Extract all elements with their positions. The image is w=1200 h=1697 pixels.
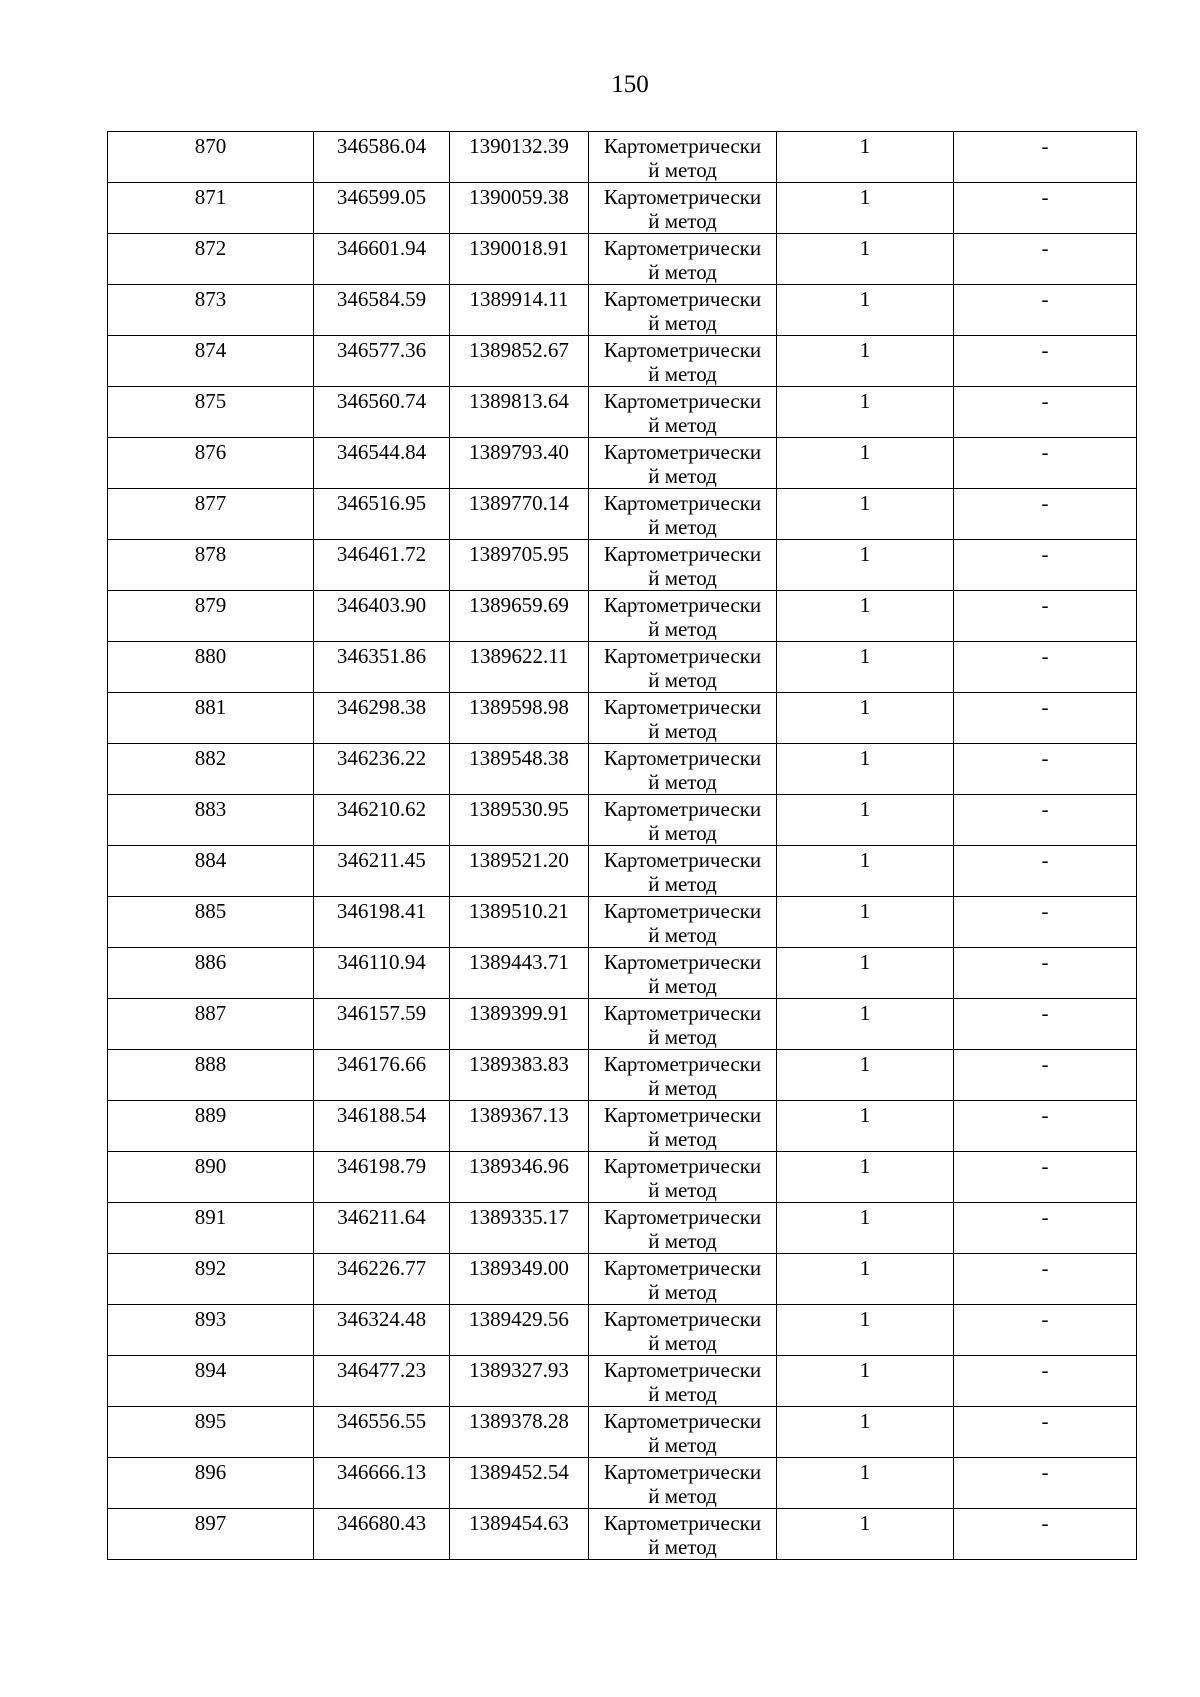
method-cell (589, 1509, 777, 1560)
accuracy-cell: 1 (777, 234, 954, 285)
y-coordinate-cell: 1389659.69 (450, 591, 589, 642)
table-row (108, 744, 1137, 795)
accuracy-cell: 1 (777, 1458, 954, 1509)
x-coordinate-cell: 346584.59 (314, 285, 450, 336)
accuracy-cell: 1 (777, 285, 954, 336)
x-coordinate-cell: 346544.84 (314, 438, 450, 489)
x-coordinate-cell: 346236.22 (314, 744, 450, 795)
note-cell: - (954, 999, 1137, 1050)
method-text-line: й метод (648, 158, 717, 182)
y-coordinate-cell: 1389454.63 (450, 1509, 589, 1560)
method-text-line: й метод (648, 1535, 717, 1559)
y-coordinate-cell: 1390059.38 (450, 183, 589, 234)
table-row (108, 387, 1137, 438)
table-row (108, 1407, 1137, 1458)
method-cell (589, 1050, 777, 1101)
accuracy-cell: 1 (777, 1305, 954, 1356)
point-number-cell: 888 (108, 1050, 314, 1101)
x-coordinate-cell: 346666.13 (314, 1458, 450, 1509)
x-coordinate-cell: 346157.59 (314, 999, 450, 1050)
x-coordinate-cell: 346560.74 (314, 387, 450, 438)
x-coordinate-cell: 346226.77 (314, 1254, 450, 1305)
note-cell: - (954, 132, 1137, 183)
y-coordinate-cell: 1389335.17 (450, 1203, 589, 1254)
point-number-cell: 881 (108, 693, 314, 744)
method-text-line: Картометрически (603, 848, 762, 872)
note-cell: - (954, 285, 1137, 336)
note-cell: - (954, 795, 1137, 846)
method-text-line: Картометрически (603, 1001, 762, 1025)
coordinates-table (107, 131, 1137, 1560)
point-number-cell: 882 (108, 744, 314, 795)
y-coordinate-cell: 1389349.00 (450, 1254, 589, 1305)
x-coordinate-cell: 346516.95 (314, 489, 450, 540)
point-number-cell: 873 (108, 285, 314, 336)
note-cell: - (954, 1152, 1137, 1203)
y-coordinate-cell: 1389770.14 (450, 489, 589, 540)
accuracy-cell: 1 (777, 693, 954, 744)
x-coordinate-cell: 346680.43 (314, 1509, 450, 1560)
point-number-cell: 875 (108, 387, 314, 438)
y-coordinate-cell: 1389378.28 (450, 1407, 589, 1458)
point-number-cell: 894 (108, 1356, 314, 1407)
method-text-line: Картометрически (603, 1052, 762, 1076)
table-row (108, 897, 1137, 948)
method-text-line: Картометрически (603, 797, 762, 821)
y-coordinate-cell: 1389793.40 (450, 438, 589, 489)
method-text-line: й метод (648, 464, 717, 488)
table-row (108, 1509, 1137, 1560)
table-row (108, 234, 1137, 285)
method-text-line: Картометрически (603, 1511, 762, 1535)
method-text-line: й метод (648, 413, 717, 437)
method-text-line: й метод (648, 260, 717, 284)
accuracy-cell: 1 (777, 744, 954, 795)
accuracy-cell: 1 (777, 999, 954, 1050)
method-cell (589, 1305, 777, 1356)
point-number-cell: 895 (108, 1407, 314, 1458)
method-text-line: й метод (648, 719, 717, 743)
method-cell (589, 285, 777, 336)
note-cell: - (954, 1101, 1137, 1152)
note-cell: - (954, 1254, 1137, 1305)
note-cell: - (954, 1203, 1137, 1254)
point-number-cell: 879 (108, 591, 314, 642)
point-number-cell: 874 (108, 336, 314, 387)
table-row (108, 1305, 1137, 1356)
y-coordinate-cell: 1389510.21 (450, 897, 589, 948)
y-coordinate-cell: 1389705.95 (450, 540, 589, 591)
accuracy-cell: 1 (777, 1101, 954, 1152)
note-cell: - (954, 591, 1137, 642)
table-row (108, 132, 1137, 183)
x-coordinate-cell: 346176.66 (314, 1050, 450, 1101)
table-row (108, 540, 1137, 591)
note-cell: - (954, 1050, 1137, 1101)
point-number-cell: 880 (108, 642, 314, 693)
method-text-line: Картометрически (603, 236, 762, 260)
note-cell: - (954, 1458, 1137, 1509)
point-number-cell: 892 (108, 1254, 314, 1305)
method-text-line: й метод (648, 515, 717, 539)
method-cell (589, 489, 777, 540)
y-coordinate-cell: 1390018.91 (450, 234, 589, 285)
note-cell: - (954, 336, 1137, 387)
method-text-line: й метод (648, 566, 717, 590)
accuracy-cell: 1 (777, 1407, 954, 1458)
point-number-cell: 884 (108, 846, 314, 897)
method-cell (589, 1407, 777, 1458)
note-cell: - (954, 540, 1137, 591)
x-coordinate-cell: 346298.38 (314, 693, 450, 744)
x-coordinate-cell: 346211.64 (314, 1203, 450, 1254)
method-text-line: й метод (648, 617, 717, 641)
x-coordinate-cell: 346110.94 (314, 948, 450, 999)
accuracy-cell: 1 (777, 438, 954, 489)
accuracy-cell: 1 (777, 489, 954, 540)
method-cell (589, 1356, 777, 1407)
method-cell (589, 1254, 777, 1305)
method-cell (589, 999, 777, 1050)
y-coordinate-cell: 1389443.71 (450, 948, 589, 999)
method-text-line: Картометрически (603, 1256, 762, 1280)
method-text-line: й метод (648, 872, 717, 896)
y-coordinate-cell: 1389367.13 (450, 1101, 589, 1152)
method-text-line: й метод (648, 821, 717, 845)
method-text-line: Картометрически (603, 1460, 762, 1484)
method-text-line: Картометрически (603, 899, 762, 923)
y-coordinate-cell: 1389852.67 (450, 336, 589, 387)
accuracy-cell: 1 (777, 336, 954, 387)
note-cell: - (954, 1407, 1137, 1458)
method-text-line: й метод (648, 1178, 717, 1202)
x-coordinate-cell: 346211.45 (314, 846, 450, 897)
accuracy-cell: 1 (777, 846, 954, 897)
method-text-line: й метод (648, 1331, 717, 1355)
method-text-line: й метод (648, 362, 717, 386)
accuracy-cell: 1 (777, 1203, 954, 1254)
x-coordinate-cell: 346601.94 (314, 234, 450, 285)
y-coordinate-cell: 1389327.93 (450, 1356, 589, 1407)
accuracy-cell: 1 (777, 183, 954, 234)
y-coordinate-cell: 1389399.91 (450, 999, 589, 1050)
x-coordinate-cell: 346198.41 (314, 897, 450, 948)
point-number-cell: 876 (108, 438, 314, 489)
table-row (108, 1254, 1137, 1305)
point-number-cell: 870 (108, 132, 314, 183)
point-number-cell: 886 (108, 948, 314, 999)
note-cell: - (954, 897, 1137, 948)
table-row (108, 999, 1137, 1050)
x-coordinate-cell: 346586.04 (314, 132, 450, 183)
point-number-cell: 897 (108, 1509, 314, 1560)
table-row (108, 1152, 1137, 1203)
method-text-line: й метод (648, 209, 717, 233)
method-text-line: Картометрически (603, 695, 762, 719)
method-text-line: Картометрически (603, 1103, 762, 1127)
table-row (108, 948, 1137, 999)
table-row (108, 795, 1137, 846)
accuracy-cell: 1 (777, 897, 954, 948)
y-coordinate-cell: 1389383.83 (450, 1050, 589, 1101)
method-cell (589, 1101, 777, 1152)
point-number-cell: 885 (108, 897, 314, 948)
note-cell: - (954, 642, 1137, 693)
method-cell (589, 693, 777, 744)
method-text-line: Картометрически (603, 287, 762, 311)
y-coordinate-cell: 1390132.39 (450, 132, 589, 183)
method-cell (589, 540, 777, 591)
note-cell: - (954, 1305, 1137, 1356)
note-cell: - (954, 438, 1137, 489)
method-text-line: й метод (648, 1229, 717, 1253)
accuracy-cell: 1 (777, 591, 954, 642)
table-row (108, 591, 1137, 642)
method-cell (589, 1458, 777, 1509)
method-text-line: Картометрически (603, 1409, 762, 1433)
method-text-line: Картометрически (603, 644, 762, 668)
table-row (108, 1356, 1137, 1407)
method-text-line: Картометрически (603, 134, 762, 158)
accuracy-cell: 1 (777, 1509, 954, 1560)
point-number-cell: 890 (108, 1152, 314, 1203)
point-number-cell: 871 (108, 183, 314, 234)
table-row (108, 285, 1137, 336)
x-coordinate-cell: 346198.79 (314, 1152, 450, 1203)
method-text-line: Картометрически (603, 593, 762, 617)
method-text-line: Картометрически (603, 185, 762, 209)
note-cell: - (954, 234, 1137, 285)
method-cell (589, 642, 777, 693)
method-text-line: Картометрически (603, 440, 762, 464)
method-cell (589, 183, 777, 234)
accuracy-cell: 1 (777, 540, 954, 591)
method-text-line: Картометрически (603, 1154, 762, 1178)
method-text-line: Картометрически (603, 950, 762, 974)
y-coordinate-cell: 1389598.98 (450, 693, 589, 744)
point-number-cell: 872 (108, 234, 314, 285)
accuracy-cell: 1 (777, 948, 954, 999)
method-cell (589, 387, 777, 438)
method-text-line: Картометрически (603, 1307, 762, 1331)
method-text-line: Картометрически (603, 1205, 762, 1229)
note-cell: - (954, 744, 1137, 795)
point-number-cell: 891 (108, 1203, 314, 1254)
method-cell (589, 591, 777, 642)
table-row (108, 642, 1137, 693)
method-text-line: Картометрически (603, 491, 762, 515)
point-number-cell: 883 (108, 795, 314, 846)
x-coordinate-cell: 346577.36 (314, 336, 450, 387)
method-text-line: й метод (648, 923, 717, 947)
point-number-cell: 889 (108, 1101, 314, 1152)
accuracy-cell: 1 (777, 132, 954, 183)
x-coordinate-cell: 346556.55 (314, 1407, 450, 1458)
y-coordinate-cell: 1389548.38 (450, 744, 589, 795)
method-text-line: Картометрически (603, 338, 762, 362)
method-text-line: й метод (648, 1076, 717, 1100)
y-coordinate-cell: 1389813.64 (450, 387, 589, 438)
y-coordinate-cell: 1389530.95 (450, 795, 589, 846)
method-cell (589, 234, 777, 285)
table-row (108, 693, 1137, 744)
note-cell: - (954, 1509, 1137, 1560)
table-row (108, 438, 1137, 489)
page-number: 150 (611, 71, 649, 98)
y-coordinate-cell: 1389452.54 (450, 1458, 589, 1509)
y-coordinate-cell: 1389429.56 (450, 1305, 589, 1356)
x-coordinate-cell: 346461.72 (314, 540, 450, 591)
x-coordinate-cell: 346351.86 (314, 642, 450, 693)
table-row (108, 489, 1137, 540)
method-text-line: й метод (648, 311, 717, 335)
method-cell (589, 744, 777, 795)
accuracy-cell: 1 (777, 642, 954, 693)
table-row (108, 1458, 1137, 1509)
method-text-line: й метод (648, 974, 717, 998)
table-row (108, 336, 1137, 387)
method-text-line: й метод (648, 1382, 717, 1406)
point-number-cell: 896 (108, 1458, 314, 1509)
accuracy-cell: 1 (777, 1254, 954, 1305)
method-cell (589, 1152, 777, 1203)
y-coordinate-cell: 1389346.96 (450, 1152, 589, 1203)
method-cell (589, 1203, 777, 1254)
table-row (108, 183, 1137, 234)
method-cell (589, 132, 777, 183)
method-text-line: й метод (648, 1280, 717, 1304)
note-cell: - (954, 948, 1137, 999)
note-cell: - (954, 846, 1137, 897)
method-cell (589, 795, 777, 846)
accuracy-cell: 1 (777, 795, 954, 846)
method-text-line: Картометрически (603, 746, 762, 770)
method-text-line: Картометрически (603, 389, 762, 413)
y-coordinate-cell: 1389914.11 (450, 285, 589, 336)
table-row (108, 1101, 1137, 1152)
y-coordinate-cell: 1389521.20 (450, 846, 589, 897)
method-text-line: й метод (648, 1433, 717, 1457)
accuracy-cell: 1 (777, 1152, 954, 1203)
note-cell: - (954, 693, 1137, 744)
accuracy-cell: 1 (777, 1356, 954, 1407)
accuracy-cell: 1 (777, 1050, 954, 1101)
method-text-line: й метод (648, 1127, 717, 1151)
method-cell (589, 948, 777, 999)
note-cell: - (954, 1356, 1137, 1407)
table-body (108, 132, 1137, 1560)
note-cell: - (954, 387, 1137, 438)
method-text-line: Картометрически (603, 542, 762, 566)
table-row (108, 846, 1137, 897)
method-text-line: Картометрически (603, 1358, 762, 1382)
method-cell (589, 438, 777, 489)
note-cell: - (954, 489, 1137, 540)
y-coordinate-cell: 1389622.11 (450, 642, 589, 693)
x-coordinate-cell: 346477.23 (314, 1356, 450, 1407)
table-row (108, 1050, 1137, 1101)
x-coordinate-cell: 346210.62 (314, 795, 450, 846)
method-text-line: й метод (648, 770, 717, 794)
method-cell (589, 336, 777, 387)
method-cell (589, 897, 777, 948)
method-text-line: й метод (648, 1484, 717, 1508)
x-coordinate-cell: 346403.90 (314, 591, 450, 642)
x-coordinate-cell: 346324.48 (314, 1305, 450, 1356)
table-row (108, 1203, 1137, 1254)
x-coordinate-cell: 346599.05 (314, 183, 450, 234)
x-coordinate-cell: 346188.54 (314, 1101, 450, 1152)
accuracy-cell: 1 (777, 387, 954, 438)
point-number-cell: 887 (108, 999, 314, 1050)
point-number-cell: 877 (108, 489, 314, 540)
method-cell (589, 846, 777, 897)
method-text-line: й метод (648, 668, 717, 692)
point-number-cell: 893 (108, 1305, 314, 1356)
method-text-line: й метод (648, 1025, 717, 1049)
note-cell: - (954, 183, 1137, 234)
point-number-cell: 878 (108, 540, 314, 591)
